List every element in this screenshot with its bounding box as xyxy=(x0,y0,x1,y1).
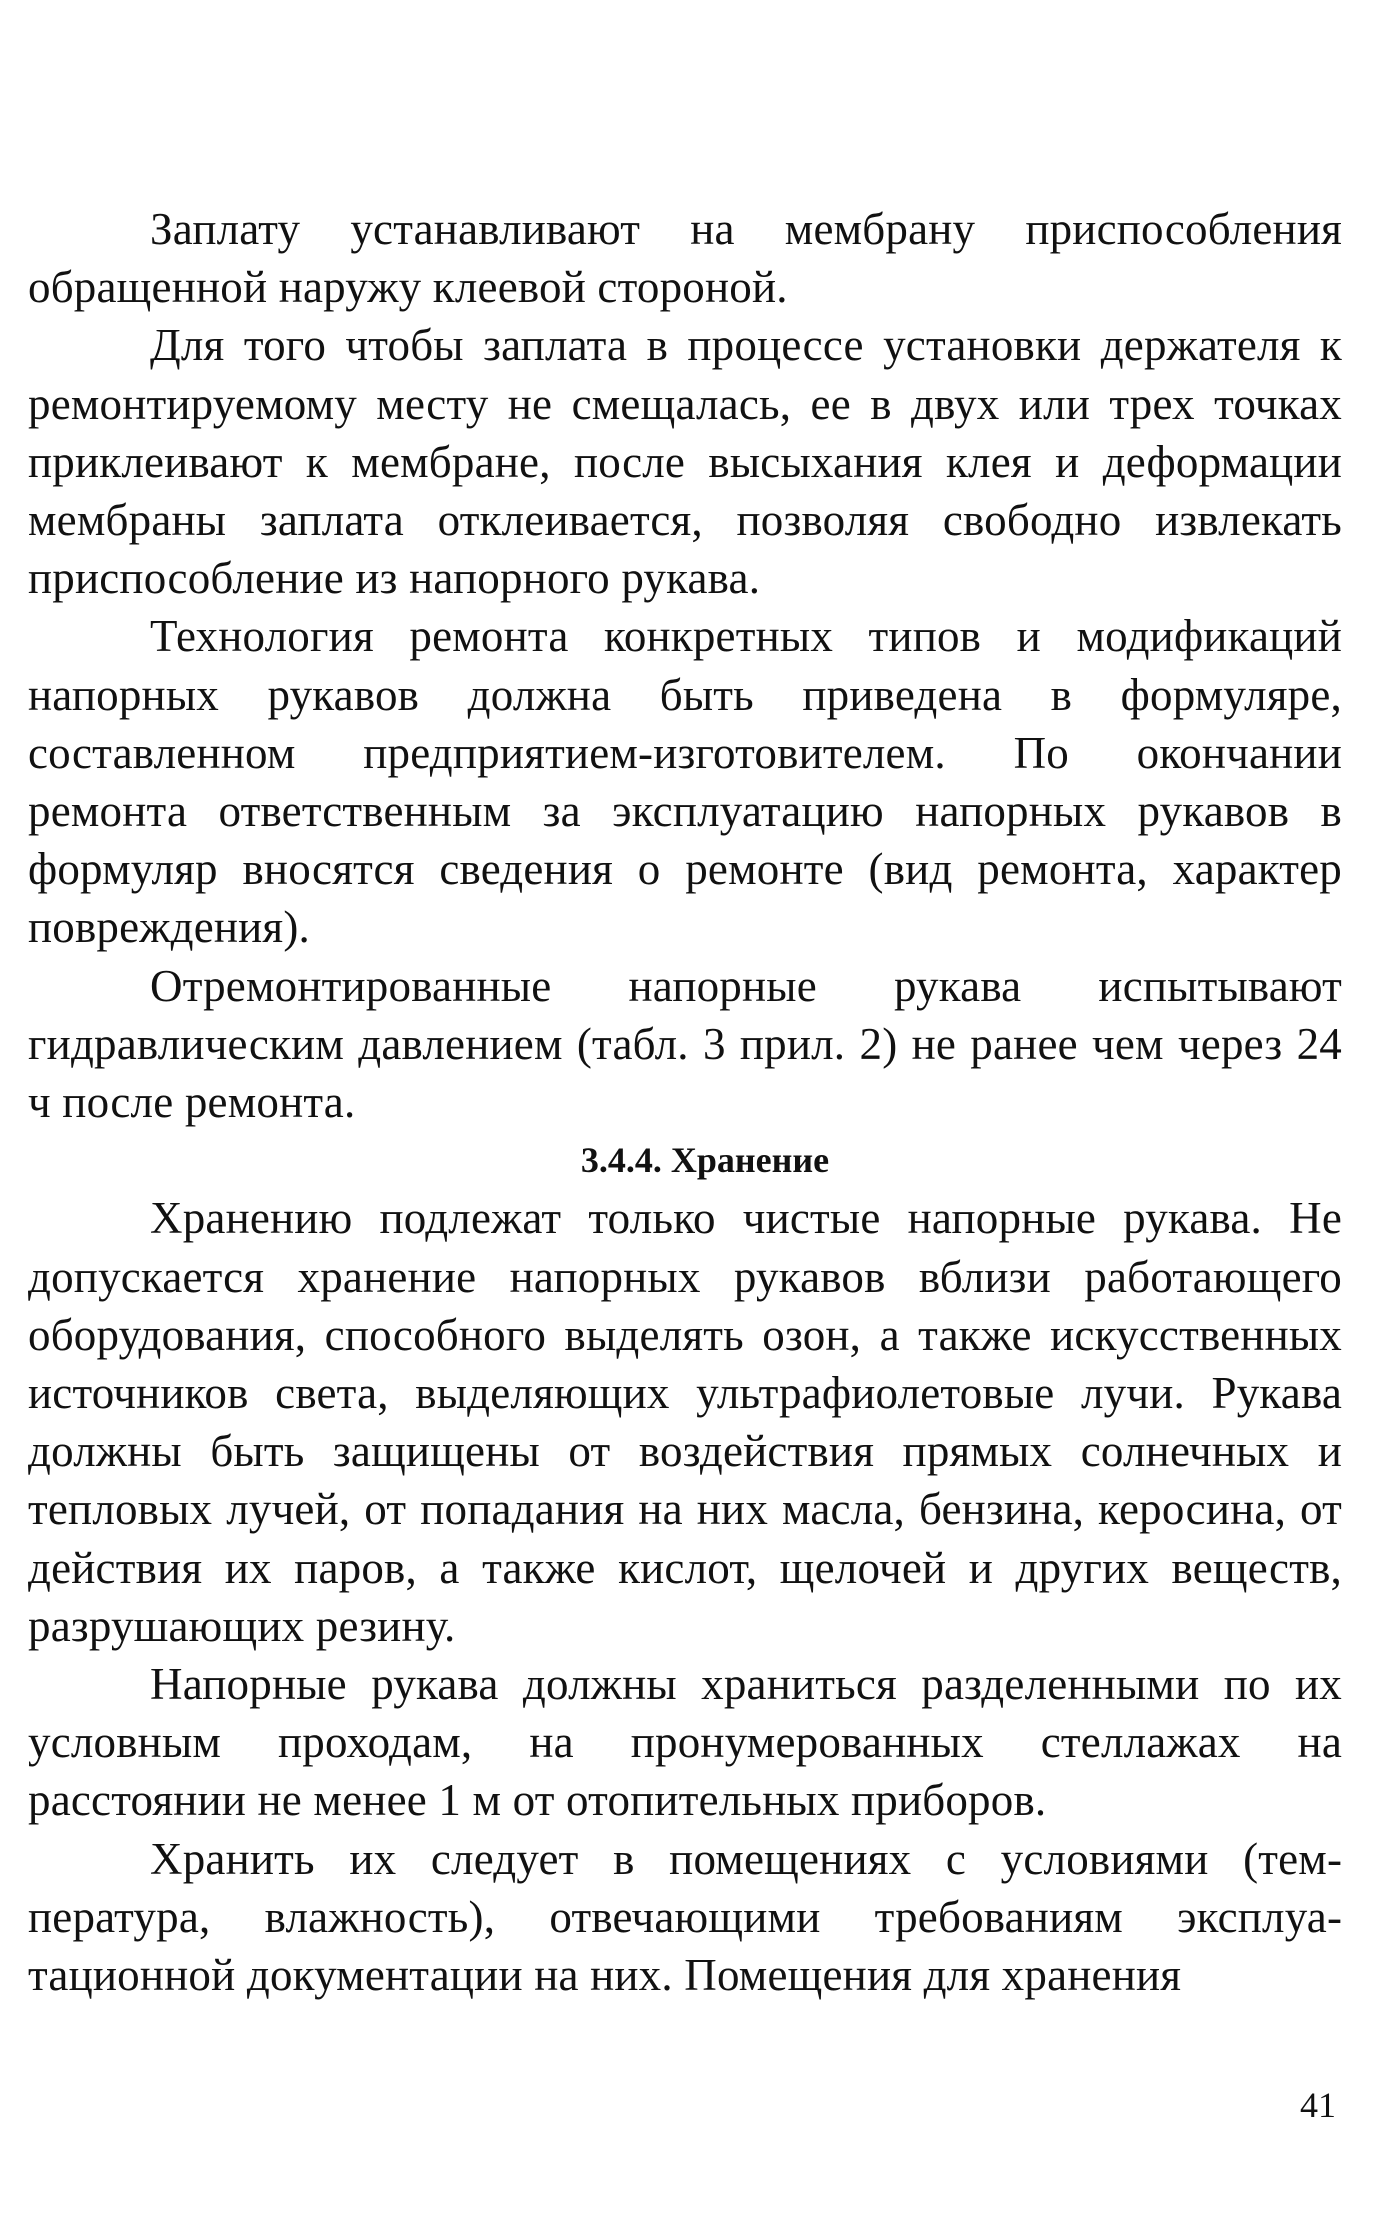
section-heading: 3.4.4. Хранение xyxy=(580,1140,830,1181)
paragraph: Заплату устанавливают на мембрану приспособления обращенной наружу клеевой стороной. xyxy=(28,204,1342,313)
paragraph: Отремонтированные напорные рукава испытывают гидравлическим давлением (табл. 3 прил. 2) не ранее чем через 24 ч после ремонта. xyxy=(28,960,1342,1128)
paragraph: Напорные рукава должны храниться разделенными по их условным проходам, на пронумерованных стеллажах на расстоянии не менее 1 м от отопительных приборов. xyxy=(28,1659,1342,1826)
paragraph: Технология ремонта конкретных типов и модификаций напорных рукавов должна быть приведена в формуляре, составленном предприятием-изготовителем. По окончании ремонта ответственным за эксплуатацию напорных рукавов в формуляр вносятся сведения о ремонте (вид ремонта, характер повреждения). xyxy=(28,611,1342,953)
paragraph: Хранить их следует в помещениях с условиями (температура, влажность), отвечающими требованиям эксплуатационной документации на них. Помещения для хранения xyxy=(28,1833,1342,2001)
paragraph: Хранению подлежат только чистые напорные рукава. Не допускается хранение напорных рукавов вблизи работающего оборудования, способного выделять озон, а также искусственных источников света, выделяющих ультрафиолетовые лучи. Рукава должны быть защищены от воздействия прямых солнечных и тепловых лучей, от попадания на них масла, бензина, керосина, от действия их паров, а также кислот, щелочей и других веществ, разрушающих резину. xyxy=(28,1193,1342,1651)
paragraph: Для того чтобы заплата в процессе установки держателя к ремонтируемому месту не смещалась, ее в двух или трех точках приклеивают к мембране, после высыхания клея и деформации мембраны заплата отклеивается, позволяя свободно извлекать приспособление из напорного рукава. xyxy=(28,320,1342,604)
page-number: 41 xyxy=(1300,2085,1336,2125)
body-text xyxy=(28,200,1342,2004)
